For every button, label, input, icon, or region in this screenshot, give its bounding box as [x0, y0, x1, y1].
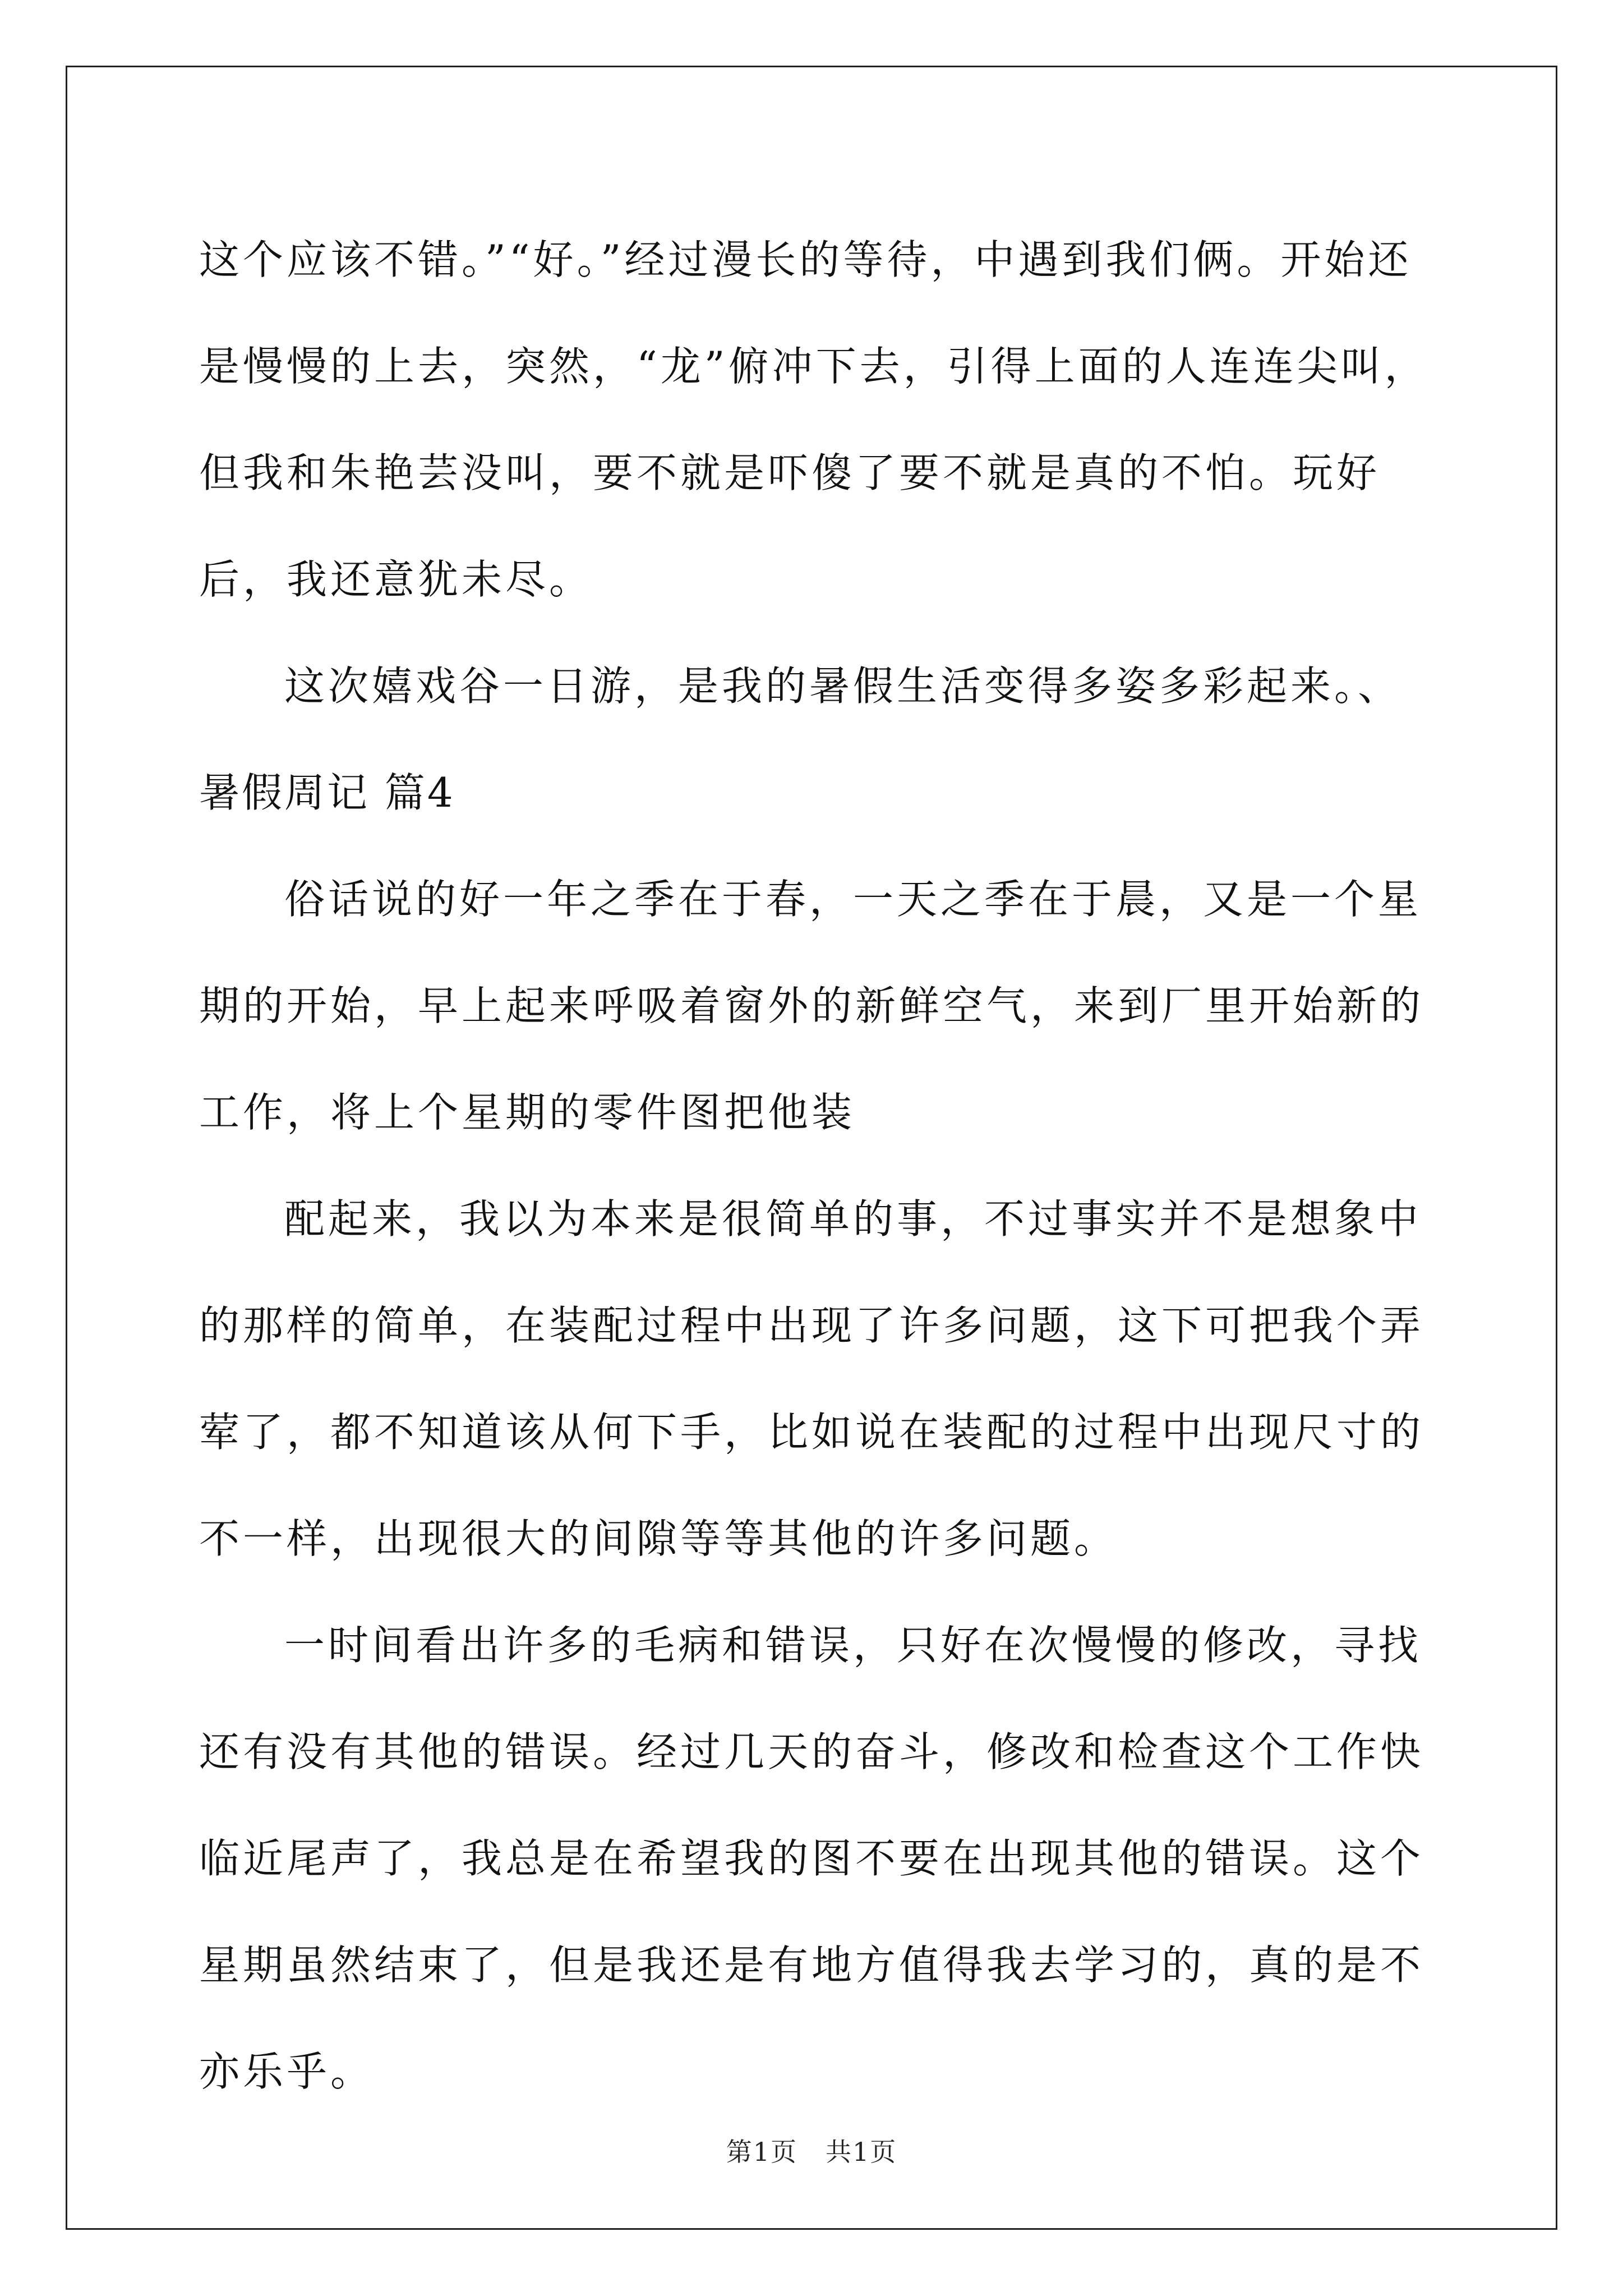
page-number-current: 第1页 [726, 2137, 797, 2167]
paragraph: 一时间看出许多的毛病和错误，只好在次慢慢的修改，寻找还有没有其他的错误。经过几天的奋斗，修改和检查这个工作快临近尾声了，我总是在希望我的图不要在出现其他的错误。这个星期虽然结束了，但是我还是有地方值得我去学习的，真的是不亦乐乎。 [199, 1622, 1424, 2095]
paragraph: 这次嬉戏谷一日游，是我的暑假生活变得多姿多彩起来。、 [284, 662, 1402, 710]
section-heading: 暑假周记 篇4 [199, 769, 455, 816]
paragraph: 配起来，我以为本来是很简单的事，不过事实并不是想象中的那样的简单，在装配过程中出现了许多问题，这下可把我个弄荤了，都不知道该从何下手，比如说在装配的过程中出现尺寸的不一样，出现很大的间隙等等其他的许多问题。 [199, 1195, 1424, 1562]
page-number-total: 共1页 [826, 2137, 897, 2167]
paragraph: 俗话说的好一年之季在于春，一天之季在于晨，又是一个星期的开始，早上起来呼吸着窗外的新鲜空气，来到厂里开始新的工作，将上个星期的零件图把他装 [199, 876, 1424, 1136]
page-footer [0, 2132, 1623, 2169]
document-body [199, 206, 1433, 2125]
paragraph: 这个应该不错。”“好。”经过漫长的等待，中遇到我们俩。开始还是慢慢的上去，突然，“龙”俯冲下去，引得上面的人连连尖叫，但我和朱艳芸没叫，要不就是吓傻了要不就是真的不怕。玩好后，我还意犹未尽。 [199, 236, 1428, 603]
